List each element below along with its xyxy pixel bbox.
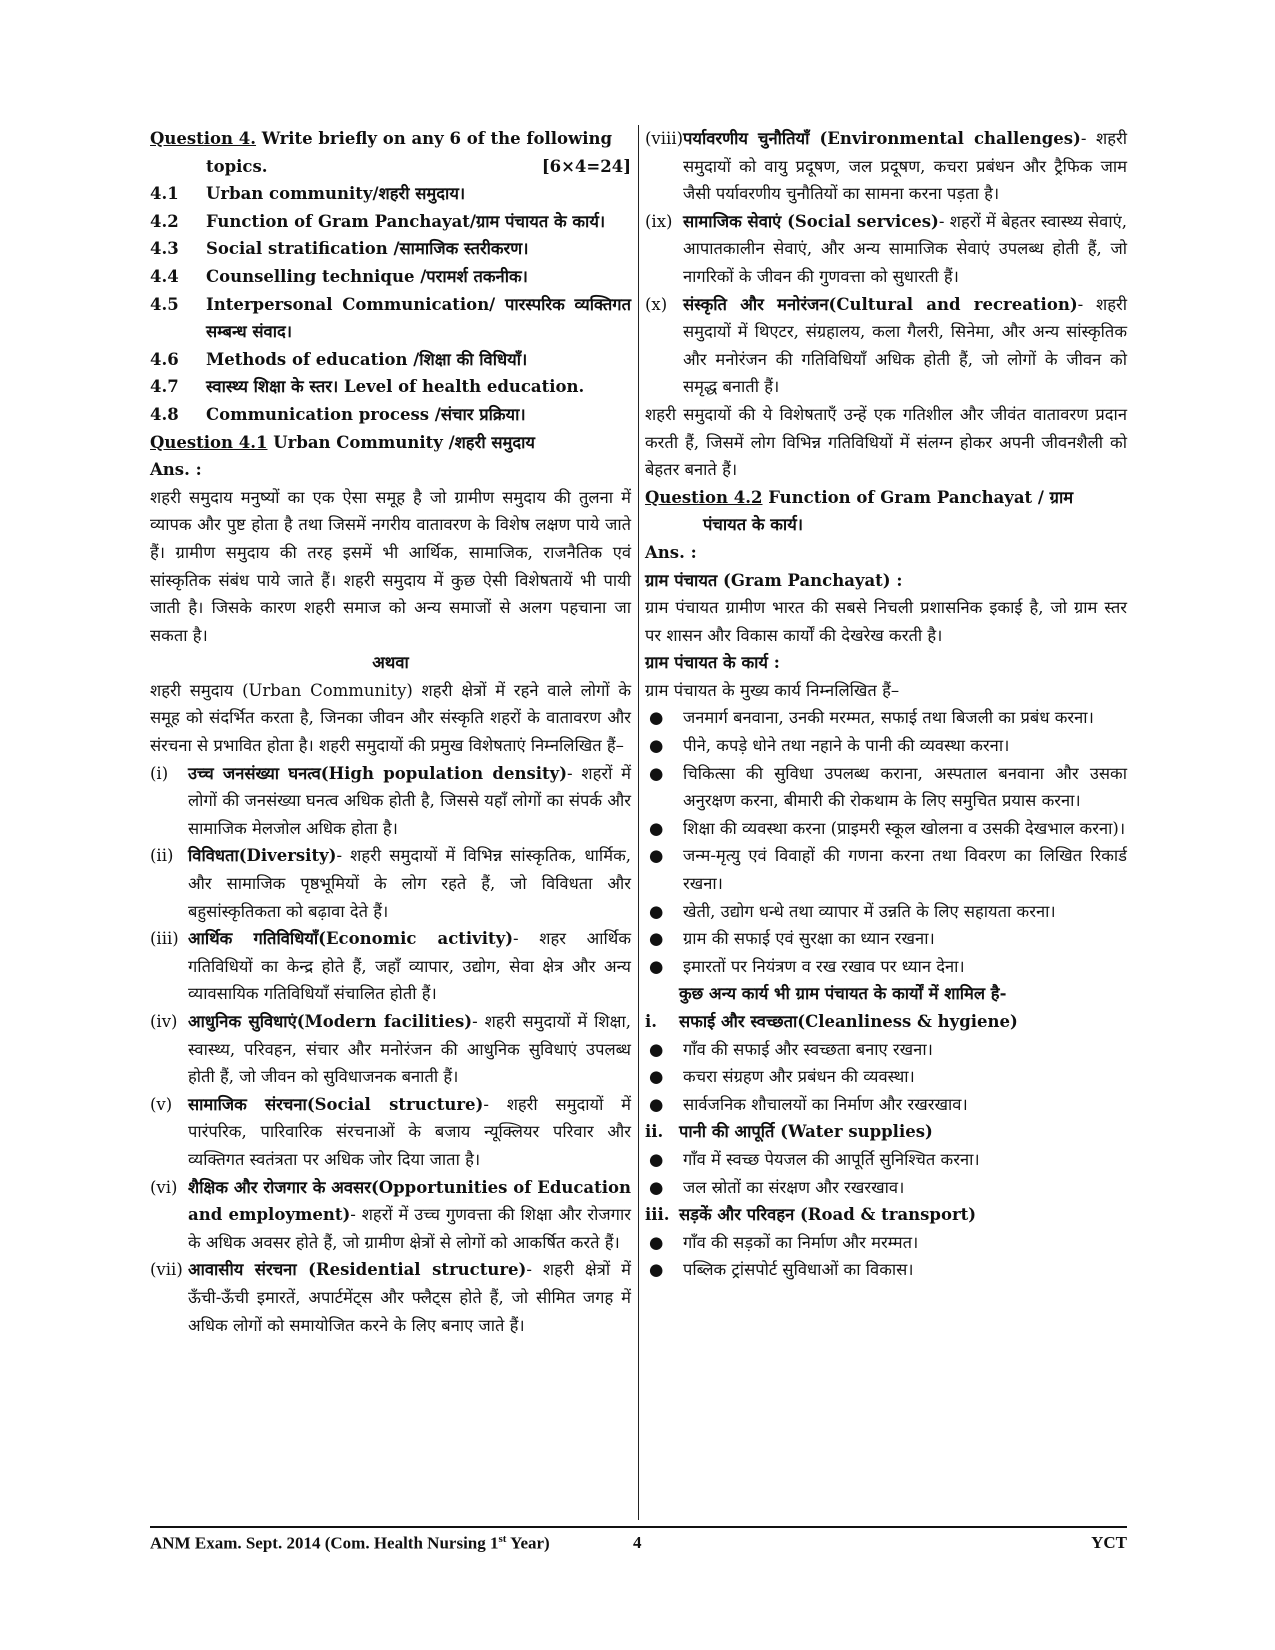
question-4-2-subline: पंचायत के कार्य। [703, 515, 804, 535]
bullet-icon: ● [649, 708, 664, 728]
group-heading: i. सफाई और स्वच्छता(Cleanliness & hygiene) [645, 1012, 1018, 1031]
bullet-icon: ● [649, 1260, 664, 1280]
answer-label: Ans. : [150, 460, 202, 480]
topic-item: 4.6 Methods of education /शिक्षा की विधियाँ। [150, 349, 528, 369]
bullet-item: ● पीने, कपड़े धोने तथा नहाने के पानी की व्यवस्था करना। [645, 732, 1127, 760]
page-number: 4 [633, 1533, 642, 1552]
bullet-icon: ● [649, 1177, 664, 1197]
bullet-icon: ● [649, 956, 664, 976]
footer-exam-title: ANM Exam. Sept. 2014 (Com. Health Nursing 1st Year) [150, 1533, 550, 1553]
bullet-icon: ● [649, 901, 664, 921]
bullet-item: ● जनमार्ग बनवाना, उनकी मरम्मत, सफाई तथा बिजली का प्रबंध करना। [645, 704, 1127, 732]
bullet-item: ● इमारतों पर नियंत्रण व रख रखाव पर ध्यान देना। [645, 953, 1127, 981]
paragraph: शहरी समुदाय (Urban Community) शहरी क्षेत्रों में रहने वाले लोगों के समूह को संदर्भित करता है, जिनका जीवन और संस्कृति शहरों के वातावरण और संरचना से प्रभावित होता है। शहरी समुदायों की प्रमुख विशेषताएं निम्नलिखित हैं– [150, 680, 631, 756]
bullet-icon: ● [649, 846, 664, 866]
topic-item: 4.3 Social stratification /सामाजिक स्तरीकरण। [150, 239, 529, 259]
bullet-icon: ● [649, 1149, 664, 1169]
question-4-2-heading: Question 4.2 Function of Gram Panchayat / ग्राम [645, 487, 1074, 507]
list-item: (ii) विविधता(Diversity)- शहरी समुदायों में विभिन्न सांस्कृतिक, धार्मिक, और सामाजिक पृष्ठभूमियों के लोग रहते हैं, जो विविधता और बहुसांस्कृतिकता को बढ़ावा देते हैं। [150, 846, 631, 921]
bullet-icon: ● [649, 1039, 664, 1059]
bullet-icon: ● [649, 736, 664, 756]
footer-rule [150, 1526, 1127, 1528]
paragraph: ग्राम पंचायत ग्रामीण भारत की सबसे निचली प्रशासनिक इकाई है, जो ग्राम स्तर पर शासन और विकास कार्यों की देखरेख करती है। [645, 598, 1127, 645]
functions-intro: ग्राम पंचायत के मुख्य कार्य निम्नलिखित हैं– [645, 680, 900, 700]
list-item: (ix) सामाजिक सेवाएं (Social services)- शहरों में बेहतर स्वास्थ्य सेवाएं, आपातकालीन सेवाएं, और अन्य सामाजिक सेवाएं उपलब्ध होती हैं, जो नागरिकों के जीवन की गुणवत्ता को सुधारती हैं। [645, 211, 1127, 286]
bullet-item: ● सार्वजनिक शौचालयों का निर्माण और रखरखाव। [645, 1091, 1127, 1119]
bullet-item: ● जन्म-मृत्यु एवं विवाहों की गणना करना तथा विवरण का लिखित रिकार्ड रखना। [645, 842, 1127, 897]
function-bullets [645, 704, 1127, 980]
question-4-1-heading: Question 4.1 Urban Community /शहरी समुदाय [150, 432, 535, 452]
bullet-item: ● चिकित्सा की सुविधा उपलब्ध कराना, अस्पताल बनवाना और उसका अनुरक्षण करना, बीमारी की रोकथाम के लिए समुचित प्रयास करना। [645, 760, 1127, 815]
bullet-item: ● गाँव की सड़कों का निर्माण और मरम्मत। [645, 1229, 1127, 1257]
topic-list [150, 180, 631, 428]
topic-item: 4.7 स्वास्थ्य शिक्षा के स्तर। Level of health education. [150, 377, 585, 397]
bullet-item: ● गाँव की सफाई और स्वच्छता बनाए रखना। [645, 1036, 1127, 1064]
list-item: (iii) आर्थिक गतिविधियाँ(Economic activity)- शहर आर्थिक गतिविधियों का केन्द्र होते हैं, जहाँ व्यापार, उद्योग, सेवा क्षेत्र और अन्य व्यावसायिक गतिविधियाँ संचालित होती हैं। [150, 929, 631, 1004]
list-item: (iv) आधुनिक सुविधाएं(Modern facilities)- शहरी समुदायों में शिक्षा, स्वास्थ्य, परिवहन, संचार और मनोरंजन की आधुनिक सुविधाएं उपलब्ध होती हैं, जो जीवन को सुविधाजनक बनाती हैं। [150, 1012, 631, 1087]
bullet-item: ● ग्राम की सफाई एवं सुरक्षा का ध्यान रखना। [645, 925, 1127, 953]
athva-label: अथवा [372, 653, 409, 673]
group-heading: ii. पानी की आपूर्ति (Water supplies) [645, 1122, 933, 1142]
bullet-item: ● शिक्षा की व्यवस्था करना (प्राइमरी स्कूल खोलना व उसकी देखभाल करना)। [645, 815, 1127, 843]
answer-label: Ans. : [645, 542, 697, 562]
bullet-item: ● जल स्रोतों का संरक्षण और रखरखाव। [645, 1174, 1127, 1202]
publisher-label: YCT [1091, 1533, 1127, 1552]
topic-item: 4.8 Communication process /संचार प्रक्रिया। [150, 404, 526, 424]
list-item: (vi) शैक्षिक और रोजगार के अवसर(Opportunities of Education and employment)- शहरों में उच्च गुणवत्ता की शिक्षा और रोजगार के अधिक अवसर होते हैं, जो ग्रामीण क्षेत्रों से लोगों को आकर्षित करते हैं। [150, 1177, 631, 1252]
bullet-icon: ● [649, 1232, 664, 1252]
list-item: (viii)पर्यावरणीय चुनौतियाँ (Environmental challenges)- शहरी समुदायों को वायु प्रदूषण, जल प्रदूषण, कचरा प्रबंधन और ट्रैफिक जाम जैसी पर्यावरणीय चुनौतियों का सामना करना पड़ता है। [645, 129, 1128, 204]
functions-heading: ग्राम पंचायत के कार्य : [645, 653, 780, 673]
bullet-item: ● पब्लिक ट्रांसपोर्ट सुविधाओं का विकास। [645, 1256, 1127, 1284]
bullet-item: ● गाँव में स्वच्छ पेयजल की आपूर्ति सुनिश्चित करना। [645, 1146, 1127, 1174]
left-column [150, 125, 631, 1339]
list-item: (vii) आवासीय संरचना (Residential structure)- शहरी क्षेत्रों में ऊँची-ऊँची इमारतें, अपार्टमेंट्स और फ्लैट्स होते हैं, जो सीमित जगह में अधिक लोगों को समायोजित करने के लिए बनाए जाते हैं। [150, 1260, 631, 1335]
question-4-heading: Question 4. Write briefly on any 6 of the following [150, 129, 613, 148]
gram-panchayat-heading: ग्राम पंचायत (Gram Panchayat) : [645, 570, 903, 590]
summary-paragraph: शहरी समुदायों की ये विशेषताएँ उन्हें एक गतिशील और जीवंत वातावरण प्रदान करती हैं, जिसमें लोग विभिन्न गतिविधियों में संलग्न होकर अपनी जीवनशैली को बेहतर बनाते हैं। [645, 404, 1127, 480]
bullet-item: ● कचरा संग्रहण और प्रबंधन की व्यवस्था। [645, 1063, 1127, 1091]
bullet-icon: ● [649, 929, 664, 949]
topic-item: 4.2 Function of Gram Panchayat/ग्राम पंचायत के कार्य। [150, 211, 606, 231]
group-heading: iii. सड़कें और परिवहन (Road & transport) [645, 1205, 977, 1225]
list-item: (v) सामाजिक संरचना(Social structure)- शहरी समुदायों में पारंपरिक, पारिवारिक संरचनाओं के बजाय न्यूक्लियर परिवार और व्यक्तिगत स्वतंत्रता पर अधिक जोर दिया जाता है। [150, 1094, 631, 1169]
other-functions-heading: कुछ अन्य कार्य भी ग्राम पंचायत के कार्यों में शामिल है- [679, 984, 1007, 1004]
list-item: (x) संस्कृति और मनोरंजन(Cultural and recreation)- शहरी समुदायों में थिएटर, संग्रहालय, कला गैलरी, सिनेमा, और अन्य सांस्कृतिक और मनोरंजन की गतिविधियाँ अधिक होती हैं, जो लोगों के जीवन को समृद्ध बनाती हैं। [645, 294, 1127, 397]
bullet-icon: ● [649, 763, 664, 783]
question-4-subline: topics. [6×4=24] [206, 156, 631, 176]
bullet-icon: ● [649, 1094, 664, 1114]
bullet-icon: ● [649, 818, 664, 838]
right-column [645, 125, 1127, 1284]
topic-item: 4.4 Counselling technique /परामर्श तकनीक। [150, 266, 528, 286]
topic-item: 4.5 Interpersonal Communication/ पारस्परिक व्यक्तिगत सम्बन्ध संवाद। [150, 294, 631, 342]
bullet-icon: ● [649, 1067, 664, 1087]
page-footer [150, 1533, 1127, 1559]
list-item: (i) उच्च जनसंख्या घनत्व(High population density)- शहरों में लोगों की जनसंख्या घनत्व अधिक होती है, जिससे यहाँ लोगों का संपर्क और सामाजिक मेलजोल अधिक होता है। [150, 763, 632, 838]
topic-item: 4.1 Urban community/शहरी समुदाय। [150, 184, 466, 204]
bullet-item: ● खेती, उद्योग धन्धे तथा व्यापार में उन्नति के लिए सहायता करना। [645, 898, 1127, 926]
column-divider [638, 125, 639, 1520]
paragraph: शहरी समुदाय मनुष्यों का एक ऐसा समूह है जो ग्रामीण समुदाय की तुलना में व्यापक और पुष्ट होता है तथा जिसमें नगरीय वातावरण के विशेष लक्षण पाये जाते हैं। ग्रामीण समुदाय की तरह इसमें भी आर्थिक, सामाजिक, राजनैतिक एवं सांस्कृतिक संबंध पाये जाते हैं। शहरी समुदाय में कुछ ऐसी विशेषतायें भी पायी जाती है। जिसके कारण शहरी समाज को अन्य समाजों से अलग पहचाना जा सकता है। [150, 487, 631, 645]
